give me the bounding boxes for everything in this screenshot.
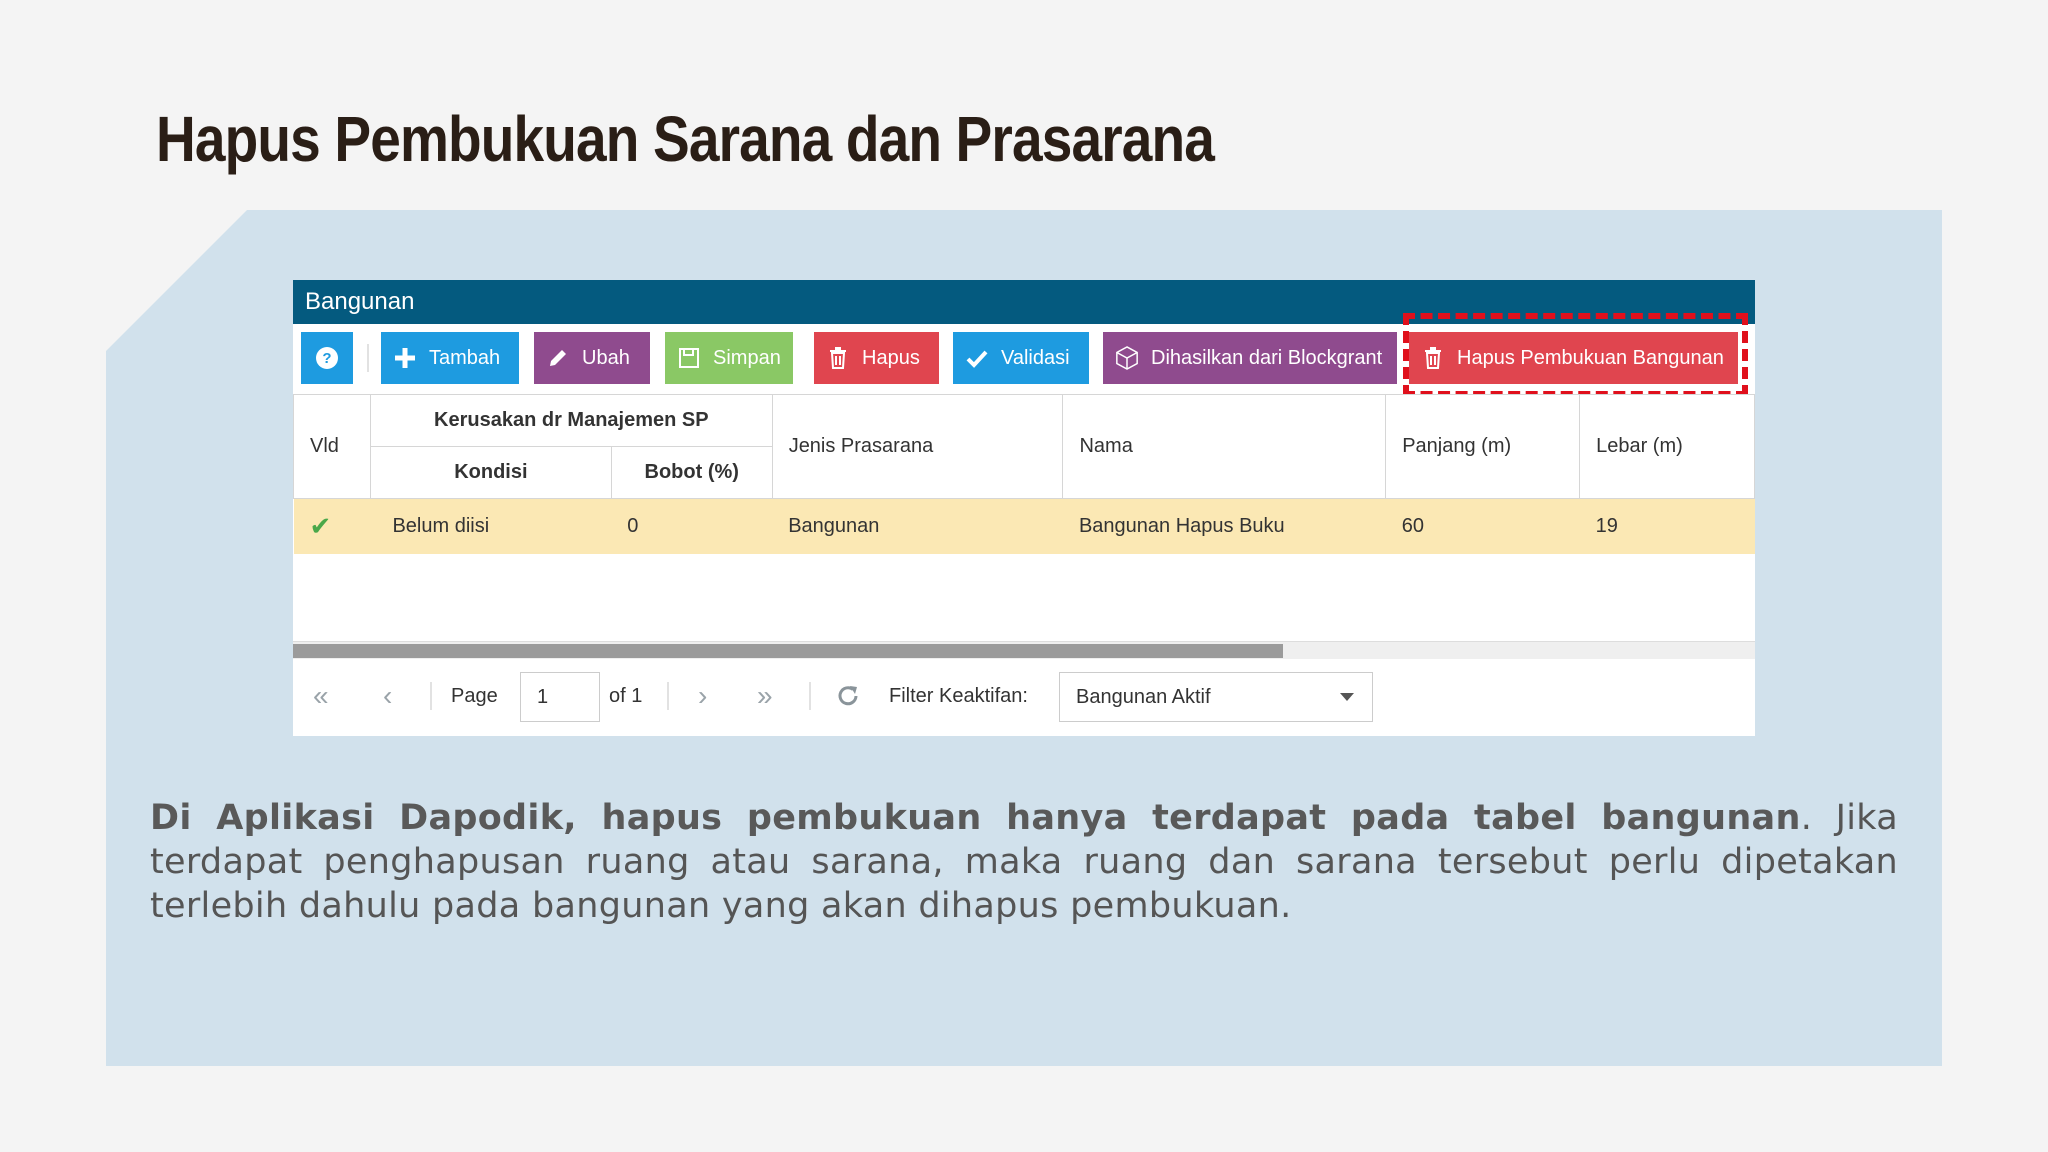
kondisi-cell: Belum diisi <box>370 499 611 554</box>
column-group-kerusakan: Kerusakan dr Manajemen SP <box>370 395 772 447</box>
description-rest: . Jika terdapat penghapusan ruang atau sarana, maka ruang dan sarana tersebut perlu dipetakan terlebih dahulu pada bangunan yang akan dihapus pembukuan. <box>150 798 1899 926</box>
lebar-cell: 19 <box>1580 499 1755 554</box>
nama-cell: Bangunan Hapus Buku <box>1063 499 1386 554</box>
svg-text:?: ? <box>322 350 332 367</box>
refresh-icon[interactable] <box>836 670 860 722</box>
page-label: Page <box>451 684 498 707</box>
pager-separator <box>809 682 811 710</box>
window-title: Bangunan <box>293 280 1755 324</box>
pager-separator <box>430 682 432 710</box>
chevron-down-icon <box>1340 693 1354 701</box>
of-pages-label: of 1 <box>609 684 643 707</box>
simpan-button[interactable] <box>665 332 793 384</box>
scrollbar-thumb[interactable] <box>293 644 1283 658</box>
cube-icon <box>1115 346 1139 370</box>
ubah-label: Ubah <box>582 346 630 369</box>
column-header-nama[interactable]: Nama <box>1063 395 1386 499</box>
tambah-label: Tambah <box>429 346 501 369</box>
column-header-kondisi[interactable]: Kondisi <box>370 447 611 499</box>
highlight-annotation <box>1403 313 1748 397</box>
page-input[interactable]: 1 <box>520 672 600 722</box>
bangunan-table <box>293 394 1755 554</box>
column-header-bobot[interactable]: Bobot (%) <box>611 447 772 499</box>
slide-title: Hapus Pembukuan Sarana dan Prasarana <box>156 103 1215 175</box>
panjang-cell: 60 <box>1386 499 1580 554</box>
bangunan-window <box>293 280 1755 736</box>
prev-page-icon[interactable]: ‹ <box>383 680 393 711</box>
vld-cell <box>294 499 371 554</box>
column-header-vld[interactable]: Vld <box>294 395 371 499</box>
column-header-panjang[interactable]: Panjang (m) <box>1386 395 1580 499</box>
plus-icon <box>393 346 417 370</box>
simpan-label: Simpan <box>713 346 781 369</box>
save-icon <box>677 346 701 370</box>
help-button[interactable] <box>301 332 353 384</box>
bobot-cell: 0 <box>611 499 772 554</box>
hapus-button[interactable] <box>814 332 939 384</box>
check-icon: ✔ <box>309 510 332 541</box>
hapus-label: Hapus <box>862 346 920 369</box>
filter-label: Filter Keaktifan: <box>889 684 1028 707</box>
table-row[interactable] <box>294 499 1755 554</box>
validasi-label: Validasi <box>1001 346 1070 369</box>
filter-select[interactable] <box>1059 672 1373 722</box>
tambah-button[interactable] <box>381 332 519 384</box>
check-icon <box>965 346 989 370</box>
hapus-pembukuan-label: Hapus Pembukuan Bangunan <box>1457 346 1724 369</box>
next-page-icon[interactable]: › <box>698 680 708 711</box>
horizontal-scrollbar[interactable] <box>293 641 1755 659</box>
pager-separator <box>667 682 669 710</box>
pencil-icon <box>546 346 570 370</box>
column-header-lebar[interactable]: Lebar (m) <box>1580 395 1755 499</box>
ubah-button[interactable] <box>534 332 650 384</box>
pagination-bar <box>293 670 1755 730</box>
jenis-cell: Bangunan <box>772 499 1063 554</box>
last-page-icon[interactable]: » <box>757 680 773 711</box>
description-bold: Di Aplikasi Dapodik, hapus pembukuan hanya terdapat pada tabel bangunan <box>150 798 1801 838</box>
first-page-icon[interactable]: « <box>313 680 329 711</box>
trash-icon <box>826 346 850 370</box>
blockgrant-label: Dihasilkan dari Blockgrant <box>1151 346 1383 369</box>
filter-value: Bangunan Aktif <box>1076 686 1211 708</box>
toolbar-separator <box>367 344 369 372</box>
validasi-button[interactable] <box>953 332 1089 384</box>
help-icon <box>315 346 339 370</box>
column-header-jenis[interactable]: Jenis Prasarana <box>772 395 1063 499</box>
description-text <box>150 796 1898 928</box>
blockgrant-button[interactable] <box>1103 332 1397 384</box>
